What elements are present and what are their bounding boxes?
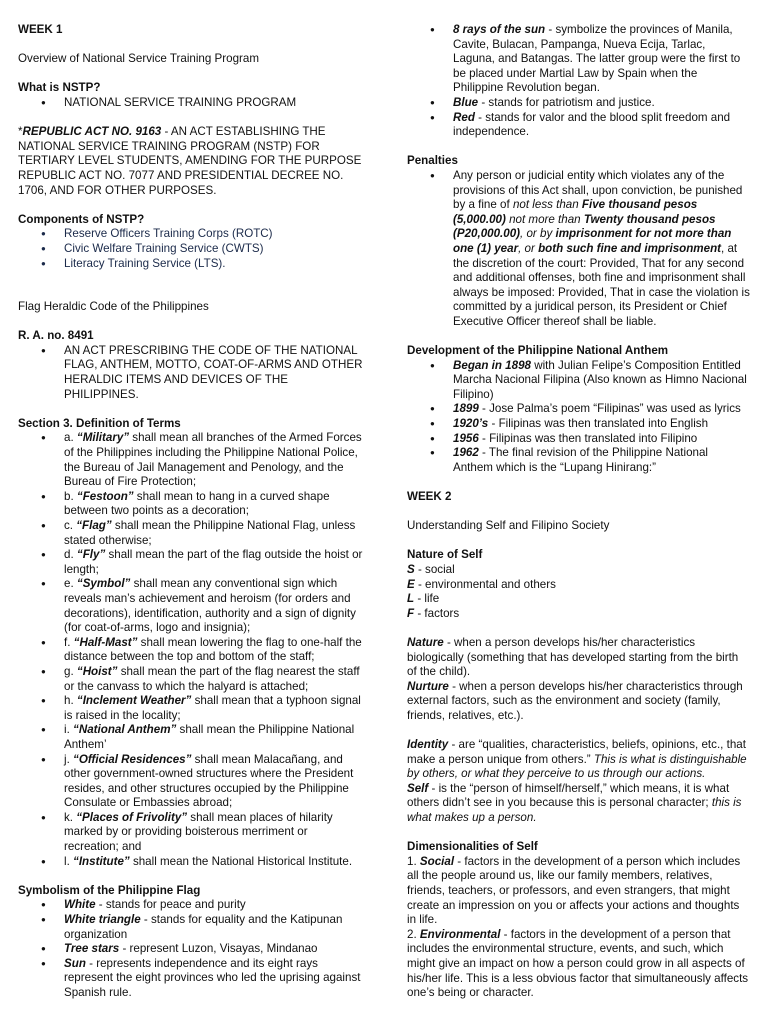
flag-code-title: Flag Heraldic Code of the Philippines — [18, 300, 209, 314]
definitions-list — [18, 431, 363, 869]
section3-heading: Section 3. Definition of Terms — [18, 416, 181, 430]
list-item: ● Any person or judicial entity which violates any of the provisions of this Act shall, upon conviction, be punished by a fine of not less than Five thousand pesos (5,000.00) not more than Twenty thousand pesos (P20,000.00), or by imprisonment for not more than one (1) year, or both such fine and imprisonment, at the discretion of the court: Provided, That for any second and additional offenses, both fine and imprisonment shall always be imposed: Provided, That in case the violation is committed by a juridical person, its President or Chief Executive Officer thereof shall be liable. — [407, 169, 750, 330]
nature-of-self-heading: Nature of Self — [407, 548, 483, 562]
penalties-heading: Penalties — [407, 154, 458, 168]
list-item: ● Reserve Officers Training Corps (ROTC) — [18, 227, 363, 242]
list-item: ● 8 rays of the sun - symbolize the provinces of Manila, Cavite, Bulacan, Pampanga, Nueva Ecija, Tarlac, Laguna, and Batangas. The latter group were the first to be placed under Martial Law by Spain when the Philippine Revolution began. — [407, 23, 750, 96]
definition-item: ● j. “Official Residences” shall mean Malacañang, and other government-owned structures where the President resides, and other structures occupied by the Philippine Consulate or Embassies abroad; — [18, 753, 363, 811]
list-item: ● Blue - stands for patriotism and justice. — [407, 96, 750, 111]
list-item: ● NATIONAL SERVICE TRAINING PROGRAM — [18, 96, 363, 111]
dimensionalities-heading: Dimensionalities of Self — [407, 840, 538, 854]
self-letter-e: E - environmental and others — [407, 577, 556, 591]
penalties-list — [407, 169, 750, 330]
week1-heading: WEEK 1 — [18, 23, 63, 36]
definition-item: ● b. “Festoon” shall mean to hang in a curved shape between two points as a decoration; — [18, 490, 363, 519]
right-column — [407, 23, 750, 1001]
list-item: ● White - stands for peace and purity — [18, 898, 363, 913]
components-list — [18, 227, 363, 271]
nature-paragraph: Nature - when a person develops his/her characteristics biologically (something that has developed starting from the birth of the child). — [407, 635, 739, 679]
definition-item: ● h. “Inclement Weather” shall mean that a typhoon signal is raised in the locality; — [18, 694, 363, 723]
list-item: ● White triangle - stands for equality and the Katipunan organization — [18, 913, 363, 942]
self-paragraph: Self - is the “person of himself/herself,” which means, it is what others didn’t see in you because this is personal character; this is what makes up a person. — [407, 781, 742, 825]
list-item: ● Red - stands for valor and the blood split freedom and independence. — [407, 111, 750, 140]
self-letter-f: F - factors — [407, 606, 460, 620]
ra8491-list — [18, 344, 363, 402]
anthem-heading: Development of the Philippine National Anthem — [407, 344, 669, 358]
symbolism-list — [18, 898, 363, 1000]
what-is-nstp-heading: What is NSTP? — [18, 81, 101, 95]
definition-item: ● l. “Institute” shall mean the National Historical Institute. — [18, 855, 363, 870]
definition-item: ● e. “Symbol” shall mean any conventional sign which reveals man’s achievement and heroism (for orders and decorations), identification, authority and a sign of dignity (for coat-of-arms, logo and insignia); — [18, 577, 363, 635]
list-item: ● Tree stars - represent Luzon, Visayas, Mindanao — [18, 942, 363, 957]
self-letter-l: L - life — [407, 592, 440, 606]
republic-act-9163: *REPUBLIC ACT NO. 9163 - AN ACT ESTABLISHING THE NATIONAL SERVICE TRAINING PROGRAM (NSTP) FOR TERTIARY LEVEL STUDENTS, AMENDING FOR THE PURPOSE REPUBLIC ACT NO. 7077 AND PRESIDENTIAL DECREE NO. 1706, AND FOR OTHER PURPOSES. — [18, 125, 362, 197]
list-item: ● 1962 - The final revision of the Philippine National Anthem which is the “Lupang Hinirang:” — [407, 446, 750, 475]
understanding-title: Understanding Self and Filipino Society — [407, 519, 610, 533]
definition-item: ● c. “Flag” shall mean the Philippine National Flag, unless stated otherwise; — [18, 519, 363, 548]
dimension-environmental: 2. Environmental - factors in the development of a person that includes the environmental structure, events, and such, which might give an impact on how a person could grow in all aspects of his/her life. This is a less obvious factor that simultaneously affects one’s being or character. — [407, 927, 749, 1000]
anthem-list — [407, 359, 750, 476]
nstp-list — [18, 96, 363, 111]
list-item: ● Began in 1898 with Julian Felipe’s Composition Entitled Marcha Nacional Filipina (Also known as Himno Nacional Filipino) — [407, 359, 750, 403]
components-heading: Components of NSTP? — [18, 212, 145, 226]
definition-item: ● g. “Hoist” shall mean the part of the flag nearest the staff or the canvass to which the halyard is attached; — [18, 665, 363, 694]
self-letter-s: S - social — [407, 562, 455, 576]
left-column — [18, 23, 363, 1001]
definition-item: ● a. “Military” shall mean all branches of the Armed Forces of the Philippines including the Philippine National Police, the Bureau of Jail Management and Penology, and the Bureau of Fire Protection; — [18, 431, 363, 489]
symbolism-list-continued — [407, 23, 750, 140]
list-item: ● Civic Welfare Training Service (CWTS) — [18, 242, 363, 257]
dimension-social: 1. Social - factors in the development of a person which includes all the people around us, like our family members, relatives, friends, teachers, or professors, and even strangers, that might create an impression on you or affects your actions and thoughts in life. — [407, 854, 741, 927]
nurture-paragraph: Nurture - when a person develops his/her characteristics through external factors, such as the environment and society (family, friends, relatives, etc.). — [407, 679, 743, 722]
list-item: ● AN ACT PRESCRIBING THE CODE OF THE NATIONAL FLAG, ANTHEM, MOTTO, COAT-OF-ARMS AND OTHER HERALDIC ITEMS AND DEVICES OF THE PHILIPPINES. — [18, 344, 363, 402]
list-item: ● Sun - represents independence and its eight rays represent the eight provinces who led the uprising against Spanish rule. — [18, 957, 363, 1001]
list-item: ● Literacy Training Service (LTS). — [18, 257, 363, 272]
list-item: ● 1920’s - Filipinas was then translated into English — [407, 417, 750, 432]
definition-item: ● f. “Half-Mast” shall mean lowering the flag to one-half the distance between the top and bottom of the staff; — [18, 636, 363, 665]
identity-paragraph: Identity - are “qualities, characteristics, beliefs, opinions, etc., that make a person unique from others.” This is what is distinguishable by others, or what they perceive to us through our actions. — [407, 738, 747, 781]
ra8491-heading: R. A. no. 8491 — [18, 329, 94, 343]
week2-heading: WEEK 2 — [407, 490, 452, 503]
list-item: ● 1956 - Filipinas was then translated into Filipino — [407, 432, 750, 447]
definition-item: ● d. “Fly” shall mean the part of the flag outside the hoist or length; — [18, 548, 363, 577]
list-item: ● 1899 - Jose Palma’s poem “Filipinas” was used as lyrics — [407, 402, 750, 417]
definition-item: ● i. “National Anthem” shall mean the Philippine National Anthem’ — [18, 723, 363, 752]
definition-item: ● k. “Places of Frivolity” shall mean places of hilarity marked by or providing boisterous merriment or recreation; and — [18, 811, 363, 855]
overview-title: Overview of National Service Training Program — [18, 52, 259, 66]
symbolism-heading: Symbolism of the Philippine Flag — [18, 883, 201, 897]
